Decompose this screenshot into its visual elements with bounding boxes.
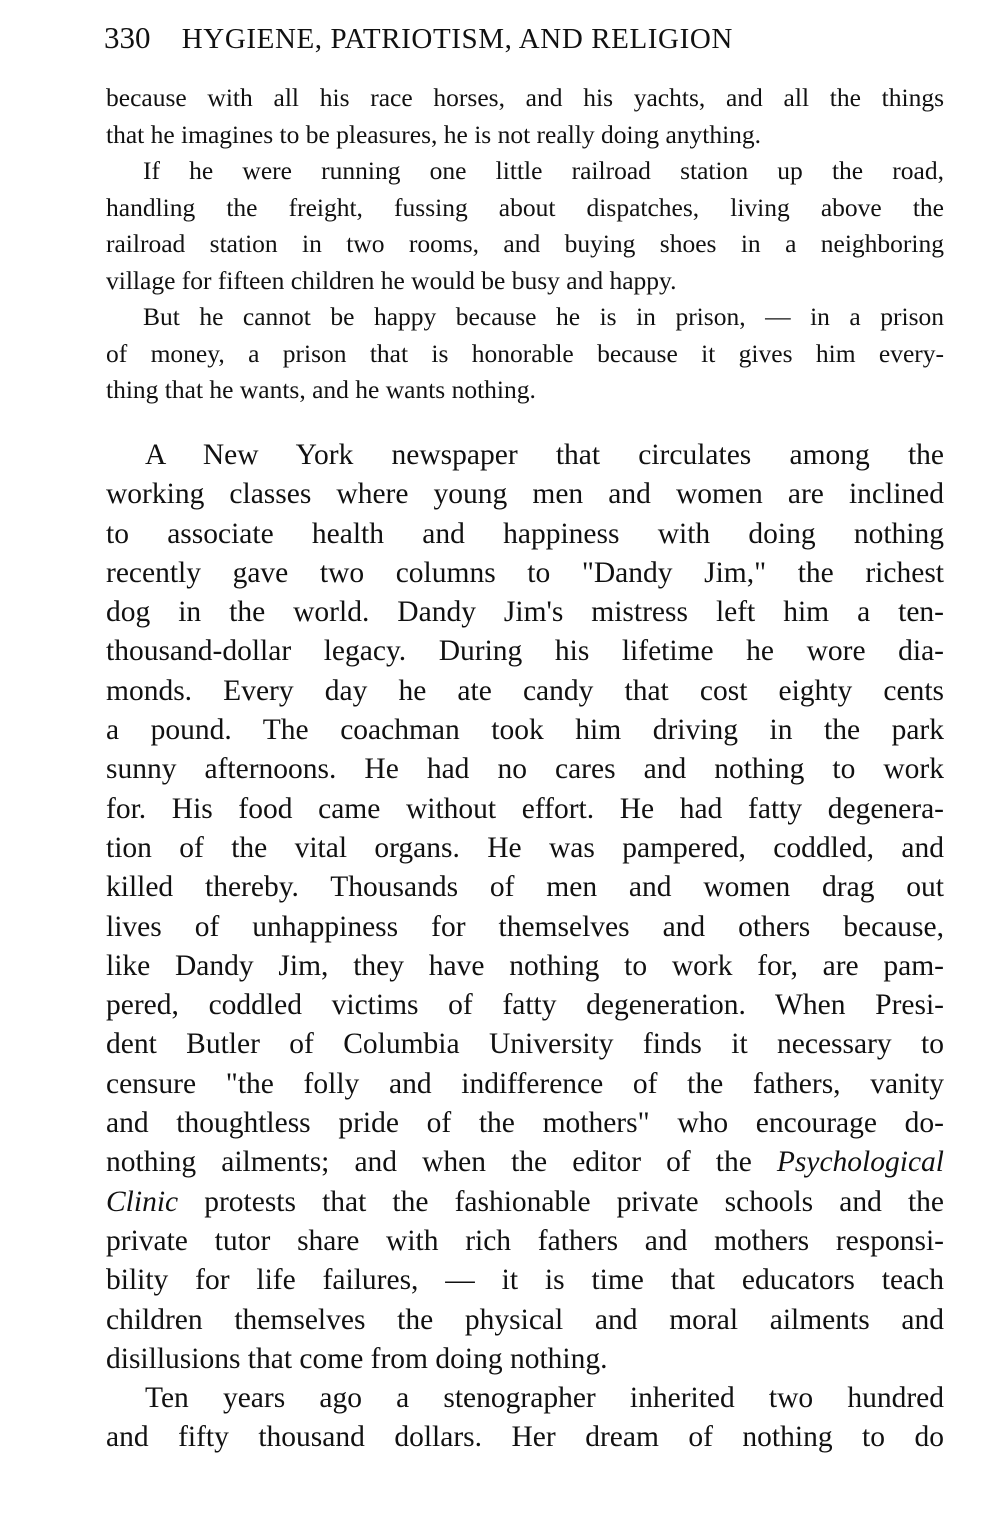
text-line: If he were running one little railroad station up the road, (143, 156, 944, 185)
text-line: children themselves the physical and moral ailments and (106, 1303, 944, 1336)
running-title: HYGIENE, PATRIOTISM, AND RELIGION (181, 23, 733, 55)
text-line: monds. Every day he ate candy that cost eighty cents (106, 674, 944, 707)
text-line: village for fifteen children he would be busy and happy. (106, 265, 677, 295)
text-line: because with all his race horses, and his yachts, and all the things (106, 83, 944, 112)
text-line: working classes where young men and women are inclined (106, 478, 944, 511)
text-line (106, 1183, 944, 1222)
text-line: for. His food came without effort. He had fatty degenera- (106, 792, 944, 825)
text-line: thousand-dollar legacy. During his lifetime he wore dia- (106, 635, 944, 668)
text-line: railroad station in two rooms, and buying shoes in a neighboring (106, 229, 944, 258)
text-line: dent Butler of Columbia University finds it necessary to (106, 1028, 944, 1061)
main-section (106, 436, 944, 1458)
text-line: sunny afternoons. He had no cares and nothing to work (106, 753, 944, 786)
text-line: a pound. The coachman took him driving in the park (106, 714, 944, 747)
paragraph (106, 80, 944, 153)
text-line: lives of unhappiness for themselves and others because, (106, 910, 944, 943)
journal-title-italic: Psychological (776, 1146, 944, 1179)
text-line: But he cannot be happy because he is in prison, — in a prison (143, 302, 944, 331)
text-line: handling the freight, fussing about dispatches, living above the (106, 192, 944, 222)
text-line: to associate health and happiness with doing nothing (106, 517, 944, 550)
text-line: private tutor share with rich fathers and mothers responsi- (106, 1224, 944, 1257)
paragraph (106, 299, 944, 409)
continuation-section (106, 80, 944, 409)
text-line: recently gave two columns to "Dandy Jim," the richest (106, 556, 944, 589)
text-line: censure "the folly and indifference of the fathers, vanity (106, 1067, 944, 1100)
text-line (106, 1143, 944, 1182)
text-run: nothing ailments; and when the editor of the (106, 1146, 777, 1179)
paragraph (106, 436, 944, 1379)
page-number: 330 (104, 20, 151, 55)
paragraph (106, 1379, 944, 1458)
text-line: bility for life failures, — it is time that educators teach (106, 1264, 944, 1297)
text-line: dog in the world. Dandy Jim's mistress left him a ten- (106, 596, 944, 629)
text-line: and fifty thousand dollars. Her dream of nothing to do (106, 1421, 944, 1454)
running-header (104, 18, 849, 58)
text-line: A New York newspaper that circulates among the (145, 439, 944, 471)
text-run: protests that the fashionable private schools and the (178, 1185, 944, 1218)
text-line: thing that he wants, and he wants nothing. (106, 375, 536, 404)
text-line: of money, a prison that is honorable because it gives him every- (106, 338, 944, 368)
paragraph (106, 153, 944, 299)
text-line: tion of the vital organs. He was pampered, coddled, and (106, 831, 944, 864)
text-line: and thoughtless pride of the mothers" who encourage do- (106, 1107, 944, 1140)
text-line: pered, coddled victims of fatty degeneration. When Presi- (106, 989, 944, 1022)
text-line: disillusions that come from doing nothing. (106, 1342, 608, 1375)
text-line: killed thereby. Thousands of men and women drag out (106, 871, 944, 904)
journal-title-italic: Clinic (106, 1185, 179, 1218)
text-line: like Dandy Jim, they have nothing to work for, are pam- (106, 949, 944, 982)
text-line: Ten years ago a stenographer inherited two hundred (145, 1382, 944, 1415)
text-line: that he imagines to be pleasures, he is not really doing anything. (106, 119, 762, 149)
